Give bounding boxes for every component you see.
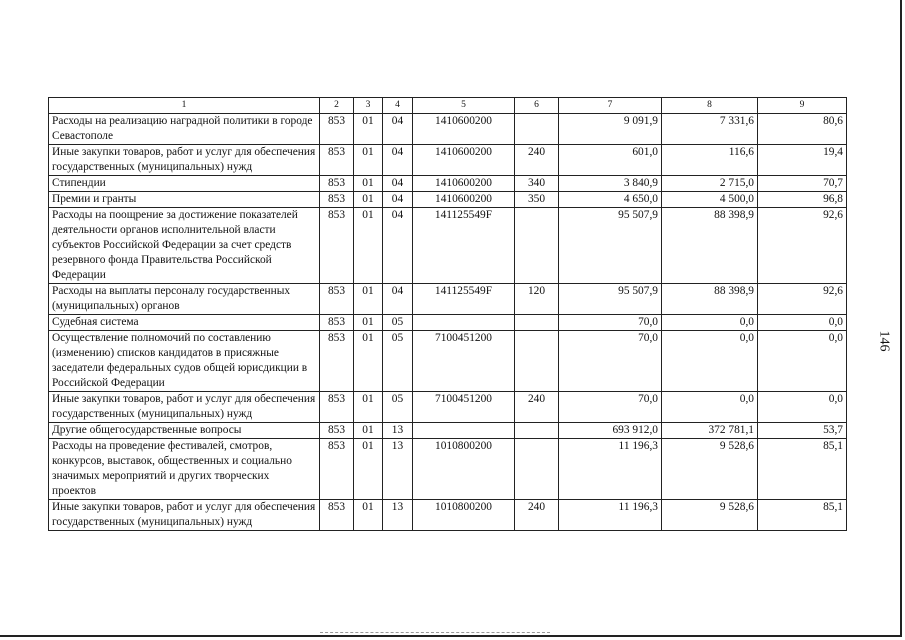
target-article-cell: 1410600200 <box>413 176 515 192</box>
subsection-code-cell: 04 <box>383 176 413 192</box>
actual-value-cell: 0,0 <box>662 315 758 331</box>
percent-cell: 0,0 <box>758 392 847 423</box>
grbs-code-cell: 853 <box>320 114 354 145</box>
target-article-cell: 1410600200 <box>413 145 515 176</box>
plan-value-cell: 9 091,9 <box>559 114 662 145</box>
percent-cell: 92,6 <box>758 284 847 315</box>
expense-type-cell: 120 <box>515 284 559 315</box>
grbs-code-cell: 853 <box>320 284 354 315</box>
subsection-code-cell: 13 <box>383 439 413 500</box>
plan-value-cell: 601,0 <box>559 145 662 176</box>
section-code-cell: 01 <box>354 500 383 531</box>
plan-value-cell: 95 507,9 <box>559 284 662 315</box>
table-row <box>49 500 847 531</box>
row-name-cell: Иные закупки товаров, работ и услуг для обеспечения государственных (муниципальных) нужд <box>49 500 320 531</box>
target-article-cell: 1410600200 <box>413 192 515 208</box>
section-code-cell: 01 <box>354 392 383 423</box>
percent-cell: 85,1 <box>758 500 847 531</box>
plan-value-cell: 4 650,0 <box>559 192 662 208</box>
expense-type-cell: 240 <box>515 392 559 423</box>
target-article-cell: 1010800200 <box>413 500 515 531</box>
expense-type-cell <box>515 114 559 145</box>
section-code-cell: 01 <box>354 192 383 208</box>
percent-cell: 96,8 <box>758 192 847 208</box>
target-article-cell: 7100451200 <box>413 392 515 423</box>
row-name-cell: Стипендии <box>49 176 320 192</box>
plan-value-cell: 3 840,9 <box>559 176 662 192</box>
target-article-cell: 1010800200 <box>413 439 515 500</box>
expense-type-cell: 350 <box>515 192 559 208</box>
expense-type-cell <box>515 331 559 392</box>
section-code-cell: 01 <box>354 208 383 284</box>
plan-value-cell: 11 196,3 <box>559 500 662 531</box>
section-code-cell: 01 <box>354 315 383 331</box>
subsection-code-cell: 05 <box>383 331 413 392</box>
grbs-code-cell: 853 <box>320 208 354 284</box>
table-row <box>49 145 847 176</box>
actual-value-cell: 116,6 <box>662 145 758 176</box>
actual-value-cell: 9 528,6 <box>662 500 758 531</box>
actual-value-cell: 9 528,6 <box>662 439 758 500</box>
subsection-code-cell: 04 <box>383 284 413 315</box>
expense-type-cell: 240 <box>515 500 559 531</box>
expense-type-cell <box>515 423 559 439</box>
grbs-code-cell: 853 <box>320 500 354 531</box>
target-article-cell: 141125549F <box>413 284 515 315</box>
header-row <box>49 98 847 114</box>
table-body <box>49 114 847 531</box>
expense-type-cell <box>515 315 559 331</box>
column-header: 8 <box>662 98 758 114</box>
plan-value-cell: 693 912,0 <box>559 423 662 439</box>
table-row <box>49 208 847 284</box>
plan-value-cell: 70,0 <box>559 331 662 392</box>
grbs-code-cell: 853 <box>320 176 354 192</box>
percent-cell: 80,6 <box>758 114 847 145</box>
actual-value-cell: 372 781,1 <box>662 423 758 439</box>
subsection-code-cell: 05 <box>383 315 413 331</box>
subsection-code-cell: 05 <box>383 392 413 423</box>
section-code-cell: 01 <box>354 331 383 392</box>
grbs-code-cell: 853 <box>320 392 354 423</box>
row-name-cell: Осуществление полномочий по составлению (изменению) списков кандидатов в присяжные заседатели федеральных судов общей юрисдикции в Российской Федерации <box>49 331 320 392</box>
section-code-cell: 01 <box>354 423 383 439</box>
grbs-code-cell: 853 <box>320 145 354 176</box>
actual-value-cell: 88 398,9 <box>662 208 758 284</box>
page-number: 146 <box>876 330 892 352</box>
table-row <box>49 315 847 331</box>
target-article-cell <box>413 315 515 331</box>
row-name-cell: Другие общегосударственные вопросы <box>49 423 320 439</box>
subsection-code-cell: 13 <box>383 500 413 531</box>
column-header: 7 <box>559 98 662 114</box>
target-article-cell: 141125549F <box>413 208 515 284</box>
grbs-code-cell: 853 <box>320 315 354 331</box>
percent-cell: 85,1 <box>758 439 847 500</box>
plan-value-cell: 11 196,3 <box>559 439 662 500</box>
actual-value-cell: 4 500,0 <box>662 192 758 208</box>
table-row <box>49 331 847 392</box>
subsection-code-cell: 04 <box>383 192 413 208</box>
subsection-code-cell: 13 <box>383 423 413 439</box>
table-row <box>49 284 847 315</box>
table-row <box>49 392 847 423</box>
row-name-cell: Расходы на реализацию наградной политики в городе Севастополе <box>49 114 320 145</box>
target-article-cell <box>413 423 515 439</box>
table-row <box>49 114 847 145</box>
table-row <box>49 192 847 208</box>
row-name-cell: Расходы на поощрение за достижение показателей деятельности органов исполнительной власти субъектов Российской Федерации за счет средств резервного фонда Правительства Российской Федерации <box>49 208 320 284</box>
expense-type-cell: 240 <box>515 145 559 176</box>
plan-value-cell: 70,0 <box>559 315 662 331</box>
percent-cell: 70,7 <box>758 176 847 192</box>
expense-type-cell <box>515 439 559 500</box>
plan-value-cell: 95 507,9 <box>559 208 662 284</box>
column-header: 4 <box>383 98 413 114</box>
target-article-cell: 7100451200 <box>413 331 515 392</box>
expense-type-cell <box>515 208 559 284</box>
percent-cell: 92,6 <box>758 208 847 284</box>
expense-type-cell: 340 <box>515 176 559 192</box>
actual-value-cell: 2 715,0 <box>662 176 758 192</box>
grbs-code-cell: 853 <box>320 192 354 208</box>
grbs-code-cell: 853 <box>320 331 354 392</box>
column-header: 9 <box>758 98 847 114</box>
row-name-cell: Иные закупки товаров, работ и услуг для обеспечения государственных (муниципальных) нужд <box>49 392 320 423</box>
scan-artifact-line <box>320 632 550 636</box>
percent-cell: 0,0 <box>758 331 847 392</box>
percent-cell: 19,4 <box>758 145 847 176</box>
budget-table <box>48 97 847 531</box>
target-article-cell: 1410600200 <box>413 114 515 145</box>
row-name-cell: Премии и гранты <box>49 192 320 208</box>
section-code-cell: 01 <box>354 145 383 176</box>
table-row <box>49 423 847 439</box>
column-header: 2 <box>320 98 354 114</box>
subsection-code-cell: 04 <box>383 114 413 145</box>
actual-value-cell: 0,0 <box>662 331 758 392</box>
grbs-code-cell: 853 <box>320 423 354 439</box>
section-code-cell: 01 <box>354 439 383 500</box>
table-row <box>49 176 847 192</box>
section-code-cell: 01 <box>354 284 383 315</box>
percent-cell: 53,7 <box>758 423 847 439</box>
column-header: 5 <box>413 98 515 114</box>
actual-value-cell: 0,0 <box>662 392 758 423</box>
actual-value-cell: 88 398,9 <box>662 284 758 315</box>
table-row <box>49 439 847 500</box>
column-header: 3 <box>354 98 383 114</box>
row-name-cell: Расходы на проведение фестивалей, смотров, конкурсов, выставок, общественных и социально значимых мероприятий и других творческих проектов <box>49 439 320 500</box>
section-code-cell: 01 <box>354 176 383 192</box>
column-header: 1 <box>49 98 320 114</box>
row-name-cell: Иные закупки товаров, работ и услуг для обеспечения государственных (муниципальных) нужд <box>49 145 320 176</box>
column-header: 6 <box>515 98 559 114</box>
row-name-cell: Расходы на выплаты персоналу государственных (муниципальных) органов <box>49 284 320 315</box>
grbs-code-cell: 853 <box>320 439 354 500</box>
actual-value-cell: 7 331,6 <box>662 114 758 145</box>
section-code-cell: 01 <box>354 114 383 145</box>
subsection-code-cell: 04 <box>383 208 413 284</box>
percent-cell: 0,0 <box>758 315 847 331</box>
row-name-cell: Судебная система <box>49 315 320 331</box>
subsection-code-cell: 04 <box>383 145 413 176</box>
plan-value-cell: 70,0 <box>559 392 662 423</box>
